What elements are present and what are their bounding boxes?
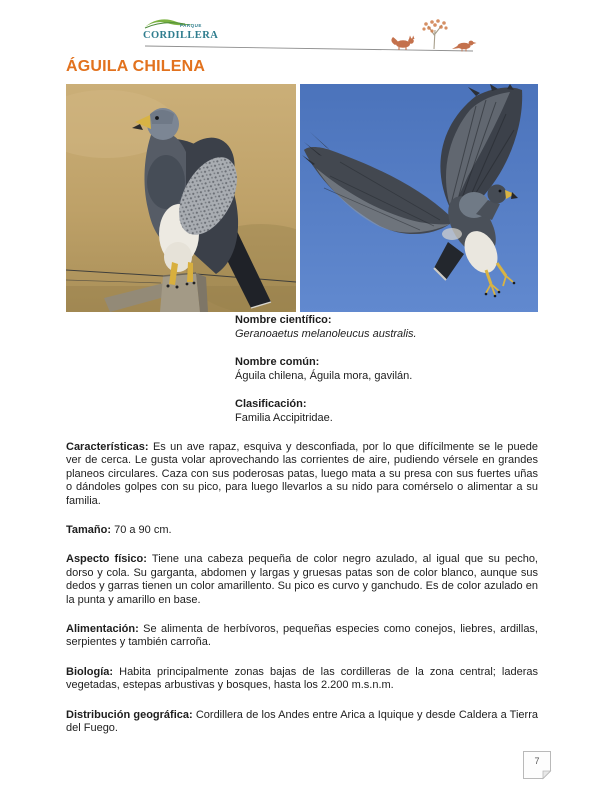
page-number: 7 <box>534 756 540 766</box>
classification-item <box>235 398 535 425</box>
section-biologia-label: Biología: <box>66 665 114 678</box>
section-caracteristicas-text: Es un ave rapaz, esquiva y desconfiada, por lo que difícilmente se le puede ver de cerca. Le gusta volar aprovechando las corrientes de aire, pudiendo vérsele en grandes planeos circulares. Caza con sus poderosas patas, luego mata a su presa con sus fuertes uñas o dándoles golpes con su pico, para luego llevarlos a su nido para comérselo o alimentar a su familia. <box>66 441 539 507</box>
bird-icon <box>452 41 477 52</box>
classification-value: Familia Accipitridae. <box>235 411 333 424</box>
section-tamano-text: 70 a 90 cm. <box>114 524 172 537</box>
common-name-value: Águila chilena, Águila mora, gavilán. <box>235 369 413 382</box>
classification-label: Clasificación: <box>235 398 307 410</box>
section-tamano-label: Tamaño: <box>66 524 112 537</box>
common-name-item <box>235 356 535 383</box>
perched-eagle-photo <box>66 84 296 312</box>
page-number-box <box>522 750 552 780</box>
logo-top-text: PARQUE <box>180 23 202 28</box>
common-name-label: Nombre común: <box>235 356 320 368</box>
page-title: ÁGUILA CHILENA <box>66 58 206 75</box>
section-alimentacion-text: Se alimenta de herbívoros, pequeñas especies como conejos, liebres, ardillas, serpientes y también carroña. <box>66 623 538 649</box>
scientific-name-label: Nombre científico: <box>235 314 332 326</box>
photo-row <box>66 84 538 312</box>
taxonomy-block <box>235 314 535 440</box>
section-aspecto-fisico-text: Tiene una cabeza pequeña de color negro azulado, al igual que su pecho, dorso y cola. Su garganta, abdomen y largas y gruesas patas son de color blanco, aunque sus dedos y garras tienen un color amarillento. Su pico es curvo y ganchudo. Es de color azulado en la punta y amarillo en base. <box>66 553 538 606</box>
section-biologia <box>66 666 538 693</box>
scientific-name-item <box>235 314 535 341</box>
section-caracteristicas-label: Características: <box>66 441 149 453</box>
fox-icon <box>391 36 414 51</box>
section-distribucion-geografica <box>66 709 538 736</box>
section-alimentacion <box>66 623 538 650</box>
logo-name-text: CORDILLERA <box>143 30 219 41</box>
section-tamano <box>66 524 538 537</box>
section-biologia-text: Habita principalmente zonas bajas de las cordilleras de la zona central; laderas vegetadas, estepas arbustivas y bosques, hasta los 2.200 m.s.n.m. <box>66 665 538 692</box>
section-distribucion-geografica-text: Cordillera de los Andes entre Arica a Iquique y desde Caldera a Tierra del Fuego. <box>66 708 538 735</box>
flying-eagle-photo <box>300 84 538 312</box>
scientific-name-value: Geranoaetus melanoleucus australis. <box>235 327 417 340</box>
section-distribucion-geografica-label: Distribución geográfica: <box>66 708 193 721</box>
body-sections <box>66 441 538 752</box>
header-banner <box>60 12 540 60</box>
parque-cordillera-logo <box>143 19 218 41</box>
section-aspecto-fisico-label: Aspecto físico: <box>66 553 147 566</box>
tree-icon <box>422 19 447 49</box>
section-alimentacion-label: Alimentación: <box>66 623 139 636</box>
section-aspecto-fisico <box>66 553 538 607</box>
header-rule <box>145 46 473 51</box>
section-caracteristicas <box>66 441 538 508</box>
